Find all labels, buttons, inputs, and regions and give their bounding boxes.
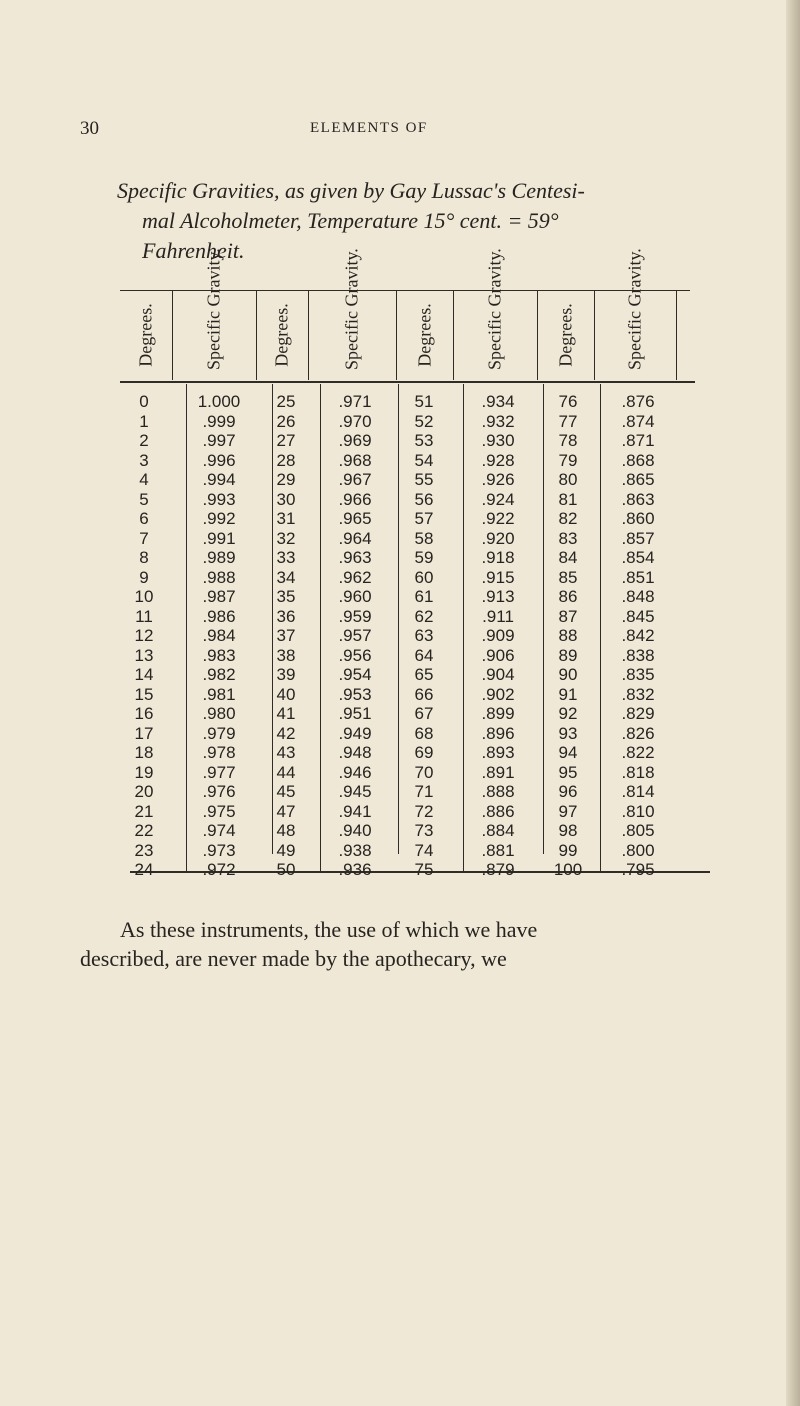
table-cell: .936 — [338, 860, 372, 879]
body-paragraph — [80, 915, 720, 973]
table-cell: .966 — [338, 489, 372, 509]
table-cell: 73 — [414, 821, 434, 840]
table-cell: 52 — [414, 411, 434, 431]
table-cell: .814 — [621, 782, 655, 801]
table-cell: .982 — [202, 665, 236, 684]
table-cell: .946 — [338, 762, 372, 782]
table-cell: .845 — [621, 606, 655, 626]
table-cell: 17 — [134, 723, 154, 743]
table-cell: .956 — [338, 645, 372, 665]
table-cell: 0 — [139, 392, 149, 411]
table-cell: 64 — [414, 645, 434, 665]
table-cell: .928 — [481, 450, 515, 470]
table-cell: 69 — [414, 743, 434, 762]
table-cell: 20 — [134, 782, 154, 801]
table-cell: 84 — [558, 548, 578, 567]
table-cell: .868 — [621, 450, 655, 470]
page-number: 30 — [80, 118, 99, 139]
paragraph-line-2: described, are never made by the apothecary, we — [80, 946, 507, 971]
table-cell: .915 — [481, 567, 515, 587]
table-cell: .899 — [481, 704, 515, 723]
table-cell: .826 — [621, 723, 655, 743]
table-cell: .938 — [338, 840, 372, 860]
table-cell: .874 — [621, 411, 655, 431]
table-cell: 71 — [414, 782, 434, 801]
table-cell: .948 — [338, 743, 372, 762]
table-cell: .970 — [338, 411, 372, 431]
table-cell: .981 — [202, 684, 236, 704]
table-cell: .973 — [202, 840, 236, 860]
table-cell: .879 — [481, 860, 515, 879]
table-cell: .857 — [621, 528, 655, 548]
table-cell: 34 — [276, 567, 296, 587]
table-cell: 67 — [414, 704, 434, 723]
table-cell: 14 — [134, 665, 154, 684]
table-cell: .818 — [621, 762, 655, 782]
table-cell: 39 — [276, 665, 296, 684]
table-cell: .971 — [338, 392, 372, 411]
table-cell: 65 — [414, 665, 434, 684]
table-cell: .954 — [338, 665, 372, 684]
column-gravity-4 — [604, 392, 672, 880]
table-cell: 11 — [135, 606, 153, 626]
table-cell: 88 — [558, 626, 578, 645]
table-cell: .930 — [481, 431, 515, 450]
header-gravity-4: Specific Gravity. — [624, 248, 645, 370]
table-cell: .822 — [621, 743, 655, 762]
table-cell: .902 — [481, 684, 515, 704]
table-cell: 10 — [134, 587, 154, 606]
table-cell: .835 — [621, 665, 655, 684]
table-cell: 29 — [276, 470, 296, 489]
table-cell: .976 — [202, 782, 236, 801]
table-header-rule — [120, 381, 695, 383]
table-cell: 94 — [558, 743, 578, 762]
table-cell: .884 — [481, 821, 515, 840]
table-cell: 37 — [276, 626, 296, 645]
table-cell: 48 — [276, 821, 296, 840]
table-cell: .975 — [202, 801, 236, 821]
table-cell: .871 — [621, 431, 655, 450]
header-degrees-2: Degrees. — [271, 303, 292, 367]
table-cell: 26 — [276, 411, 296, 431]
table-cell: 32 — [276, 528, 296, 548]
table-cell: 82 — [558, 509, 578, 528]
table-cell: .911 — [482, 606, 514, 626]
table-cell: 91 — [558, 684, 578, 704]
table-cell: .993 — [202, 489, 236, 509]
table-cell: 49 — [276, 840, 296, 860]
table-cell: .924 — [481, 489, 515, 509]
table-cell: .913 — [481, 587, 515, 606]
header-degrees-3: Degrees. — [414, 303, 434, 367]
table-cell: 45 — [276, 782, 296, 801]
table-cell: .972 — [202, 860, 236, 879]
table-cell: 19 — [134, 762, 154, 782]
table-cell: 60 — [414, 567, 434, 587]
table-cell: 87 — [558, 606, 578, 626]
table-cell: .941 — [338, 801, 372, 821]
table-cell: 78 — [558, 431, 578, 450]
table-cell: .991 — [202, 528, 236, 548]
table-cell: 16 — [134, 704, 154, 723]
table-cell: 35 — [276, 587, 296, 606]
table-cell: .863 — [621, 489, 655, 509]
table-cell: .904 — [481, 665, 515, 684]
table-cell: 75 — [414, 860, 434, 879]
table-cell: 7 — [139, 528, 149, 548]
table-cell: 99 — [558, 840, 578, 860]
table-cell: 93 — [558, 723, 578, 743]
table-cell: 56 — [414, 489, 434, 509]
table-cell: .974 — [202, 821, 236, 840]
table-cell: 72 — [414, 801, 434, 821]
table-cell: 5 — [139, 489, 149, 509]
table-cell: 1 — [139, 411, 149, 431]
table-cell: 8 — [139, 548, 149, 567]
table-cell: .957 — [338, 626, 372, 645]
table-cell: .860 — [621, 509, 655, 528]
table-cell: .980 — [202, 704, 236, 723]
table-cell: 13 — [134, 645, 154, 665]
table-cell: .800 — [621, 840, 655, 860]
table-cell: .842 — [621, 626, 655, 645]
table-cell: .987 — [202, 587, 236, 606]
running-title: ELEMENTS OF — [310, 120, 428, 136]
header-degrees-4: Degrees. — [555, 303, 575, 367]
table-cell: .940 — [338, 821, 372, 840]
table-cell: 15 — [134, 684, 154, 704]
table-cell: .851 — [621, 567, 655, 587]
table-cell: 53 — [414, 431, 434, 450]
table-cell: 55 — [414, 470, 434, 489]
table-cell: 95 — [558, 762, 578, 782]
table-cell: .876 — [621, 392, 655, 411]
column-divider — [398, 384, 399, 854]
header-gravity-2: Specific Gravity. — [341, 248, 362, 370]
table-cell: 86 — [558, 587, 578, 606]
table-cell: .962 — [338, 567, 372, 587]
table-cell: .922 — [481, 509, 515, 528]
table-cell: 59 — [414, 548, 434, 567]
table-cell: .979 — [202, 723, 236, 743]
table-cell: .949 — [338, 723, 372, 743]
paragraph-line-1: As these instruments, the use of which we have — [120, 917, 538, 942]
running-header — [80, 118, 620, 148]
page-edge — [786, 0, 800, 1406]
table-cell: 68 — [414, 723, 434, 743]
table-cell: .989 — [202, 548, 236, 567]
table-cell: 54 — [414, 450, 434, 470]
table-cell: 97 — [558, 801, 578, 821]
table-cell: .964 — [338, 528, 372, 548]
table-cell: .909 — [481, 626, 515, 645]
table-cell: 63 — [414, 626, 434, 645]
table-cell: .960 — [338, 587, 372, 606]
table-cell: 90 — [558, 665, 578, 684]
table-cell: .999 — [202, 411, 236, 431]
table-cell: .934 — [481, 392, 515, 411]
table-cell: .886 — [481, 801, 515, 821]
table-cell: 70 — [414, 762, 434, 782]
caption-line-1: Specific Gravities, as given by Gay Lussac's Centesi- — [117, 178, 585, 203]
table-cell: 28 — [276, 450, 296, 470]
table-cell: .829 — [621, 704, 655, 723]
table-cell: 38 — [276, 645, 296, 665]
table-cell: 33 — [276, 548, 296, 567]
table-cell: .891 — [481, 762, 515, 782]
table-cell: 36 — [276, 606, 296, 626]
table-cell: 51 — [414, 392, 434, 411]
table-cell: 80 — [558, 470, 578, 489]
table-cell: .997 — [202, 431, 236, 450]
table-cell: .996 — [202, 450, 236, 470]
table-cell: .848 — [621, 587, 655, 606]
table-cell: 43 — [276, 743, 296, 762]
table-cell: 77 — [558, 411, 578, 431]
table-cell: .953 — [338, 684, 372, 704]
table-cell: .945 — [338, 782, 372, 801]
column-gravity-3 — [320, 392, 390, 880]
table-cell: 30 — [276, 489, 296, 509]
table-cell: 89 — [558, 645, 578, 665]
table-cell: .854 — [621, 548, 655, 567]
table-cell: 79 — [558, 450, 578, 470]
table-cell: 31 — [276, 509, 296, 528]
table-cell: 25 — [276, 392, 296, 411]
column-degrees-4 — [544, 392, 592, 880]
table-cell: .965 — [338, 509, 372, 528]
table-cell: 40 — [276, 684, 296, 704]
table-cell: 24 — [134, 860, 154, 879]
table-cell: .978 — [202, 743, 236, 762]
table-cell: 2 — [139, 431, 149, 450]
table-cell: 66 — [414, 684, 434, 704]
table-cell: .832 — [621, 684, 655, 704]
table-cell: 1.000 — [197, 392, 241, 411]
table-cell: 98 — [558, 821, 578, 840]
table-cell: .918 — [481, 548, 515, 567]
header-degrees-1: Degrees. — [135, 303, 156, 367]
table-cell: 21 — [134, 801, 154, 821]
column-divider — [600, 384, 601, 872]
caption-line-3: Fahrenheit. — [142, 238, 245, 263]
table-cell: .951 — [338, 704, 372, 723]
table-cell: 62 — [414, 606, 434, 626]
table-cell: 61 — [414, 587, 434, 606]
table-cell: 41 — [276, 704, 296, 723]
table-cell: 81 — [558, 489, 578, 509]
table-cell: .986 — [202, 606, 236, 626]
table-cell: 92 — [558, 704, 578, 723]
table-cell: 22 — [134, 821, 154, 840]
table-cell: .968 — [338, 450, 372, 470]
table-cell: .988 — [202, 567, 236, 587]
table-cell: 12 — [134, 626, 154, 645]
table-cell: .920 — [481, 528, 515, 548]
table-cell: .926 — [481, 470, 515, 489]
table-cell: 76 — [558, 392, 578, 411]
caption-line-2: mal Alcoholmeter, Temperature 15° cent. = 59° — [142, 208, 559, 233]
table-cell: 57 — [414, 509, 434, 528]
table-cell: .906 — [481, 645, 515, 665]
table-cell: .992 — [202, 509, 236, 528]
table-cell: 83 — [558, 528, 578, 548]
table-cell: .881 — [481, 840, 515, 860]
table-cell: .838 — [621, 645, 655, 665]
column-gravity-1 — [184, 392, 254, 880]
table-cell: .984 — [202, 626, 236, 645]
table-cell: 96 — [558, 782, 578, 801]
table-cell: 27 — [276, 431, 296, 450]
table-cell: .805 — [621, 821, 655, 840]
table-cell: .994 — [202, 470, 236, 489]
column-degrees-2 — [265, 392, 307, 880]
table-cell: .967 — [338, 470, 372, 489]
table-cell: .977 — [202, 762, 236, 782]
header-gravity-1: Specific Gravity. — [203, 248, 224, 370]
table-cell: 85 — [558, 567, 578, 587]
table-cell: .888 — [481, 782, 515, 801]
column-divider — [676, 290, 677, 380]
table-cell: .969 — [338, 431, 372, 450]
column-gravity-3 — [463, 392, 533, 880]
table-cell: .795 — [621, 860, 655, 879]
table-cell: .893 — [481, 743, 515, 762]
table-cell: 44 — [276, 762, 296, 782]
table-cell: .932 — [481, 411, 515, 431]
table-cell: 50 — [276, 860, 296, 879]
table-cell: 74 — [414, 840, 434, 860]
table-cell: 9 — [139, 567, 149, 587]
table-cell: .810 — [621, 801, 655, 821]
table-cell: 4 — [139, 470, 149, 489]
table-cell: 3 — [139, 450, 149, 470]
table-cell: 23 — [134, 840, 154, 860]
table-cell: .959 — [338, 606, 372, 626]
table-cell: .896 — [481, 723, 515, 743]
table-cell: 100 — [553, 860, 583, 879]
table-cell: 18 — [134, 743, 154, 762]
table-cell: 47 — [276, 801, 296, 821]
column-degrees-3 — [402, 392, 446, 880]
column-degrees-1 — [120, 392, 168, 880]
table-cell: 6 — [139, 509, 149, 528]
table-cell: 42 — [276, 723, 296, 743]
table-cell: .865 — [621, 470, 655, 489]
table-cell: .963 — [338, 548, 372, 567]
table-cell: 58 — [414, 528, 434, 548]
header-gravity-3: Specific Gravity. — [484, 248, 505, 370]
table-cell: .983 — [202, 645, 236, 665]
